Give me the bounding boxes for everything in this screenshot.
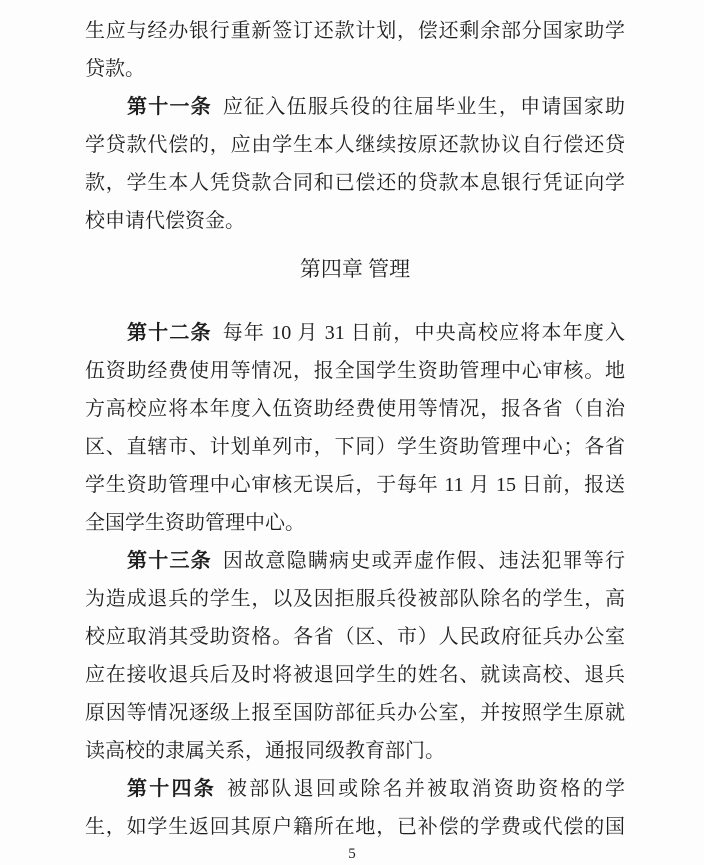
text-segment: 校申请代偿资金。 <box>85 210 245 232</box>
text-segment: 因故意隐瞒病史或弄虚作假、违法犯罪等行 <box>222 550 626 572</box>
text-segment: 被部队退回或除名并被取消资助资格的学 <box>226 778 626 800</box>
text-segment: 贷款。 <box>85 58 145 80</box>
text-segment: 全国学生资助管理中心。 <box>85 512 305 534</box>
text-line <box>85 770 625 808</box>
text-block <box>85 12 625 846</box>
text-segment: 学生资助管理中心审核无误后，于每年 11 月 15 日前，报送 <box>85 474 625 496</box>
text-line <box>85 202 625 240</box>
text-segment: 学贷款代偿的，应由学生本人继续按原还款协议自行偿还贷 <box>85 134 625 156</box>
text-line <box>85 618 625 656</box>
text-line <box>85 164 625 202</box>
chapter-heading <box>85 250 625 288</box>
text-segment: 为造成退兵的学生，以及因拒服兵役被部队除名的学生，高 <box>85 588 625 610</box>
text-line <box>85 126 625 164</box>
article-number: 第十四条 <box>127 778 216 800</box>
text-segment: 原因等情况逐级上报至国防部征兵办公室，并按照学生原就 <box>85 702 625 724</box>
text-segment: 生应与经办银行重新签订还款计划，偿还剩余部分国家助学 <box>85 20 625 42</box>
text-segment: 应在接收退兵后及时将被退回学生的姓名、就读高校、退兵 <box>85 664 625 686</box>
text-segment: 每年 10 月 31 日前，中央高校应将本年度入 <box>222 322 626 344</box>
text-line <box>85 50 625 88</box>
text-line <box>85 504 625 542</box>
text-segment: 区、直辖市、计划单列市，下同）学生资助管理中心；各省 <box>85 436 625 458</box>
text-line <box>85 542 625 580</box>
text-segment: 方高校应将本年度入伍资助经费使用等情况，报各省（自治 <box>85 398 625 420</box>
text-line <box>85 428 625 466</box>
text-segment: 生，如学生返回其原户籍所在地，已补偿的学费或代偿的国 <box>85 816 625 838</box>
page-number: 5 <box>348 846 356 862</box>
text-segment: 校应取消其受助资格。各省（区、市）人民政府征兵办公室 <box>85 626 625 648</box>
text-line <box>85 694 625 732</box>
text-line <box>85 580 625 618</box>
text-line <box>85 732 625 770</box>
text-line <box>85 390 625 428</box>
article-number: 第十三条 <box>127 550 212 572</box>
text-segment: 读高校的隶属关系，通报同级教育部门。 <box>85 740 445 762</box>
text-line <box>85 12 625 50</box>
text-segment: 款，学生本人凭贷款合同和已偿还的贷款本息银行凭证向学 <box>85 172 625 194</box>
article-number: 第四章 管理 <box>299 257 411 281</box>
text-line <box>85 808 625 846</box>
text-line <box>85 88 625 126</box>
text-line <box>85 656 625 694</box>
text-line <box>85 352 625 390</box>
text-segment: 伍资助经费使用等情况，报全国学生资助管理中心审核。地 <box>85 360 625 382</box>
text-line <box>85 314 625 352</box>
text-segment: 应征入伍服兵役的往届毕业生，申请国家助 <box>222 96 626 118</box>
article-number: 第十一条 <box>127 96 212 118</box>
text-line <box>85 466 625 504</box>
article-number: 第十二条 <box>127 322 212 344</box>
